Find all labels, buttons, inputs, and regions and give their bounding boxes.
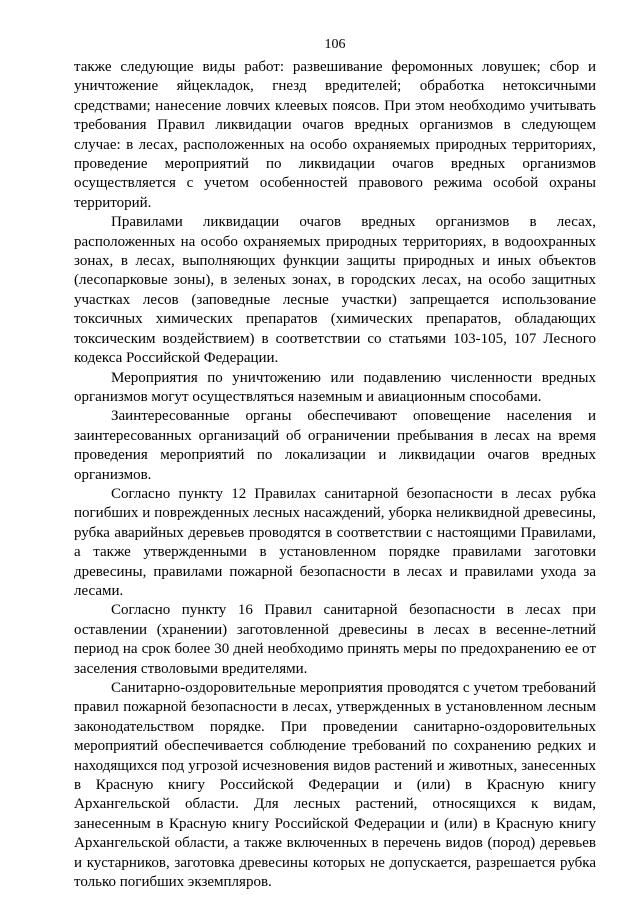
paragraph-1: также следующие виды работ: развешивание феромонных ловушек; сбор и уничтожение яйцекладок, гнезд вредителей; обработка нетоксичными средствами; нанесение ловчих клеевых поясов. При этом необходимо учитывать требования Правил ликвидации очагов вредных организмов в следующем случае: в лесах, расположенных на особо охраняемых природных территориях, проведение мероприятий по ликвидации очагов вредных организмов осуществляется с учетом особенностей правового режима особой охраны территорий.: [74, 59, 596, 211]
paragraph-3: Мероприятия по уничтожению или подавлению численности вредных организмов могут осуществляться наземным и авиационным способами.: [74, 369, 596, 405]
paragraph-2: Правилами ликвидации очагов вредных организмов в лесах, расположенных на особо охраняемых природных территориях, в водоохранных зонах, в лесах, выполняющих функции защиты природных и иных объектов (лесопарковые зоны), в зеленых зонах, в городских лесах, на особо защитных участках лесов (заповедные лесные участки) запрещается использование токсичных химических препаратов (химических препаратов, обладающих токсическим воздействием) в соответствии со статьями 103-105, 107 Лесного кодекса Российской Федерации.: [74, 214, 596, 367]
paragraph-6: Согласно пункту 16 Правил санитарной безопасности в лесах при оставлении (хранении) заготовленной древесины в лесах в весенне-летний период на срок более 30 дней необходимо принять меры по предохранению ее от заселения стволовыми вредителями.: [74, 602, 596, 677]
page-number: 106: [324, 37, 346, 52]
paragraph-4: Заинтересованные органы обеспечивают оповещение населения и заинтересованных организаций об ограничении пребывания в лесах на время проведения мероприятий по локализации и ликвидации очагов вредных организмов.: [74, 408, 596, 483]
paragraph-5: Согласно пункту 12 Правилах санитарной безопасности в лесах рубка погибших и поврежденных лесных насаждений, уборка неликвидной древесины, рубка аварийных деревьев проводятся в соответствии с настоящими Правилами, а также утвержденными в установленном порядке правилами заготовки древесины, правилами пожарной безопасности в лесах и правилами ухода за лесами.: [74, 485, 596, 599]
paragraph-7: Санитарно-оздоровительные мероприятия проводятся с учетом требований правил пожарной безопасности в лесах, утвержденных в установленном лесным законодательством порядке. При проведении санитарно-оздоровительных мероприятий обеспечивается соблюдение требований по сохранению редких и находящихся под угрозой исчезновения видов растений и животных, занесенных в Красную книгу Российской Федерации и (или) в Красную книгу Архангельской области. Для лесных растений, относящихся к видам, занесенным в Красную книгу Российской Федерации и (или) в Красную книгу Архангельской области, а также включенных в перечень видов (пород) деревьев и кустарников, заготовка древесины которых не допускается, разрешается рубка только погибших экземпляров.: [74, 680, 596, 891]
document-page: [74, 36, 596, 892]
